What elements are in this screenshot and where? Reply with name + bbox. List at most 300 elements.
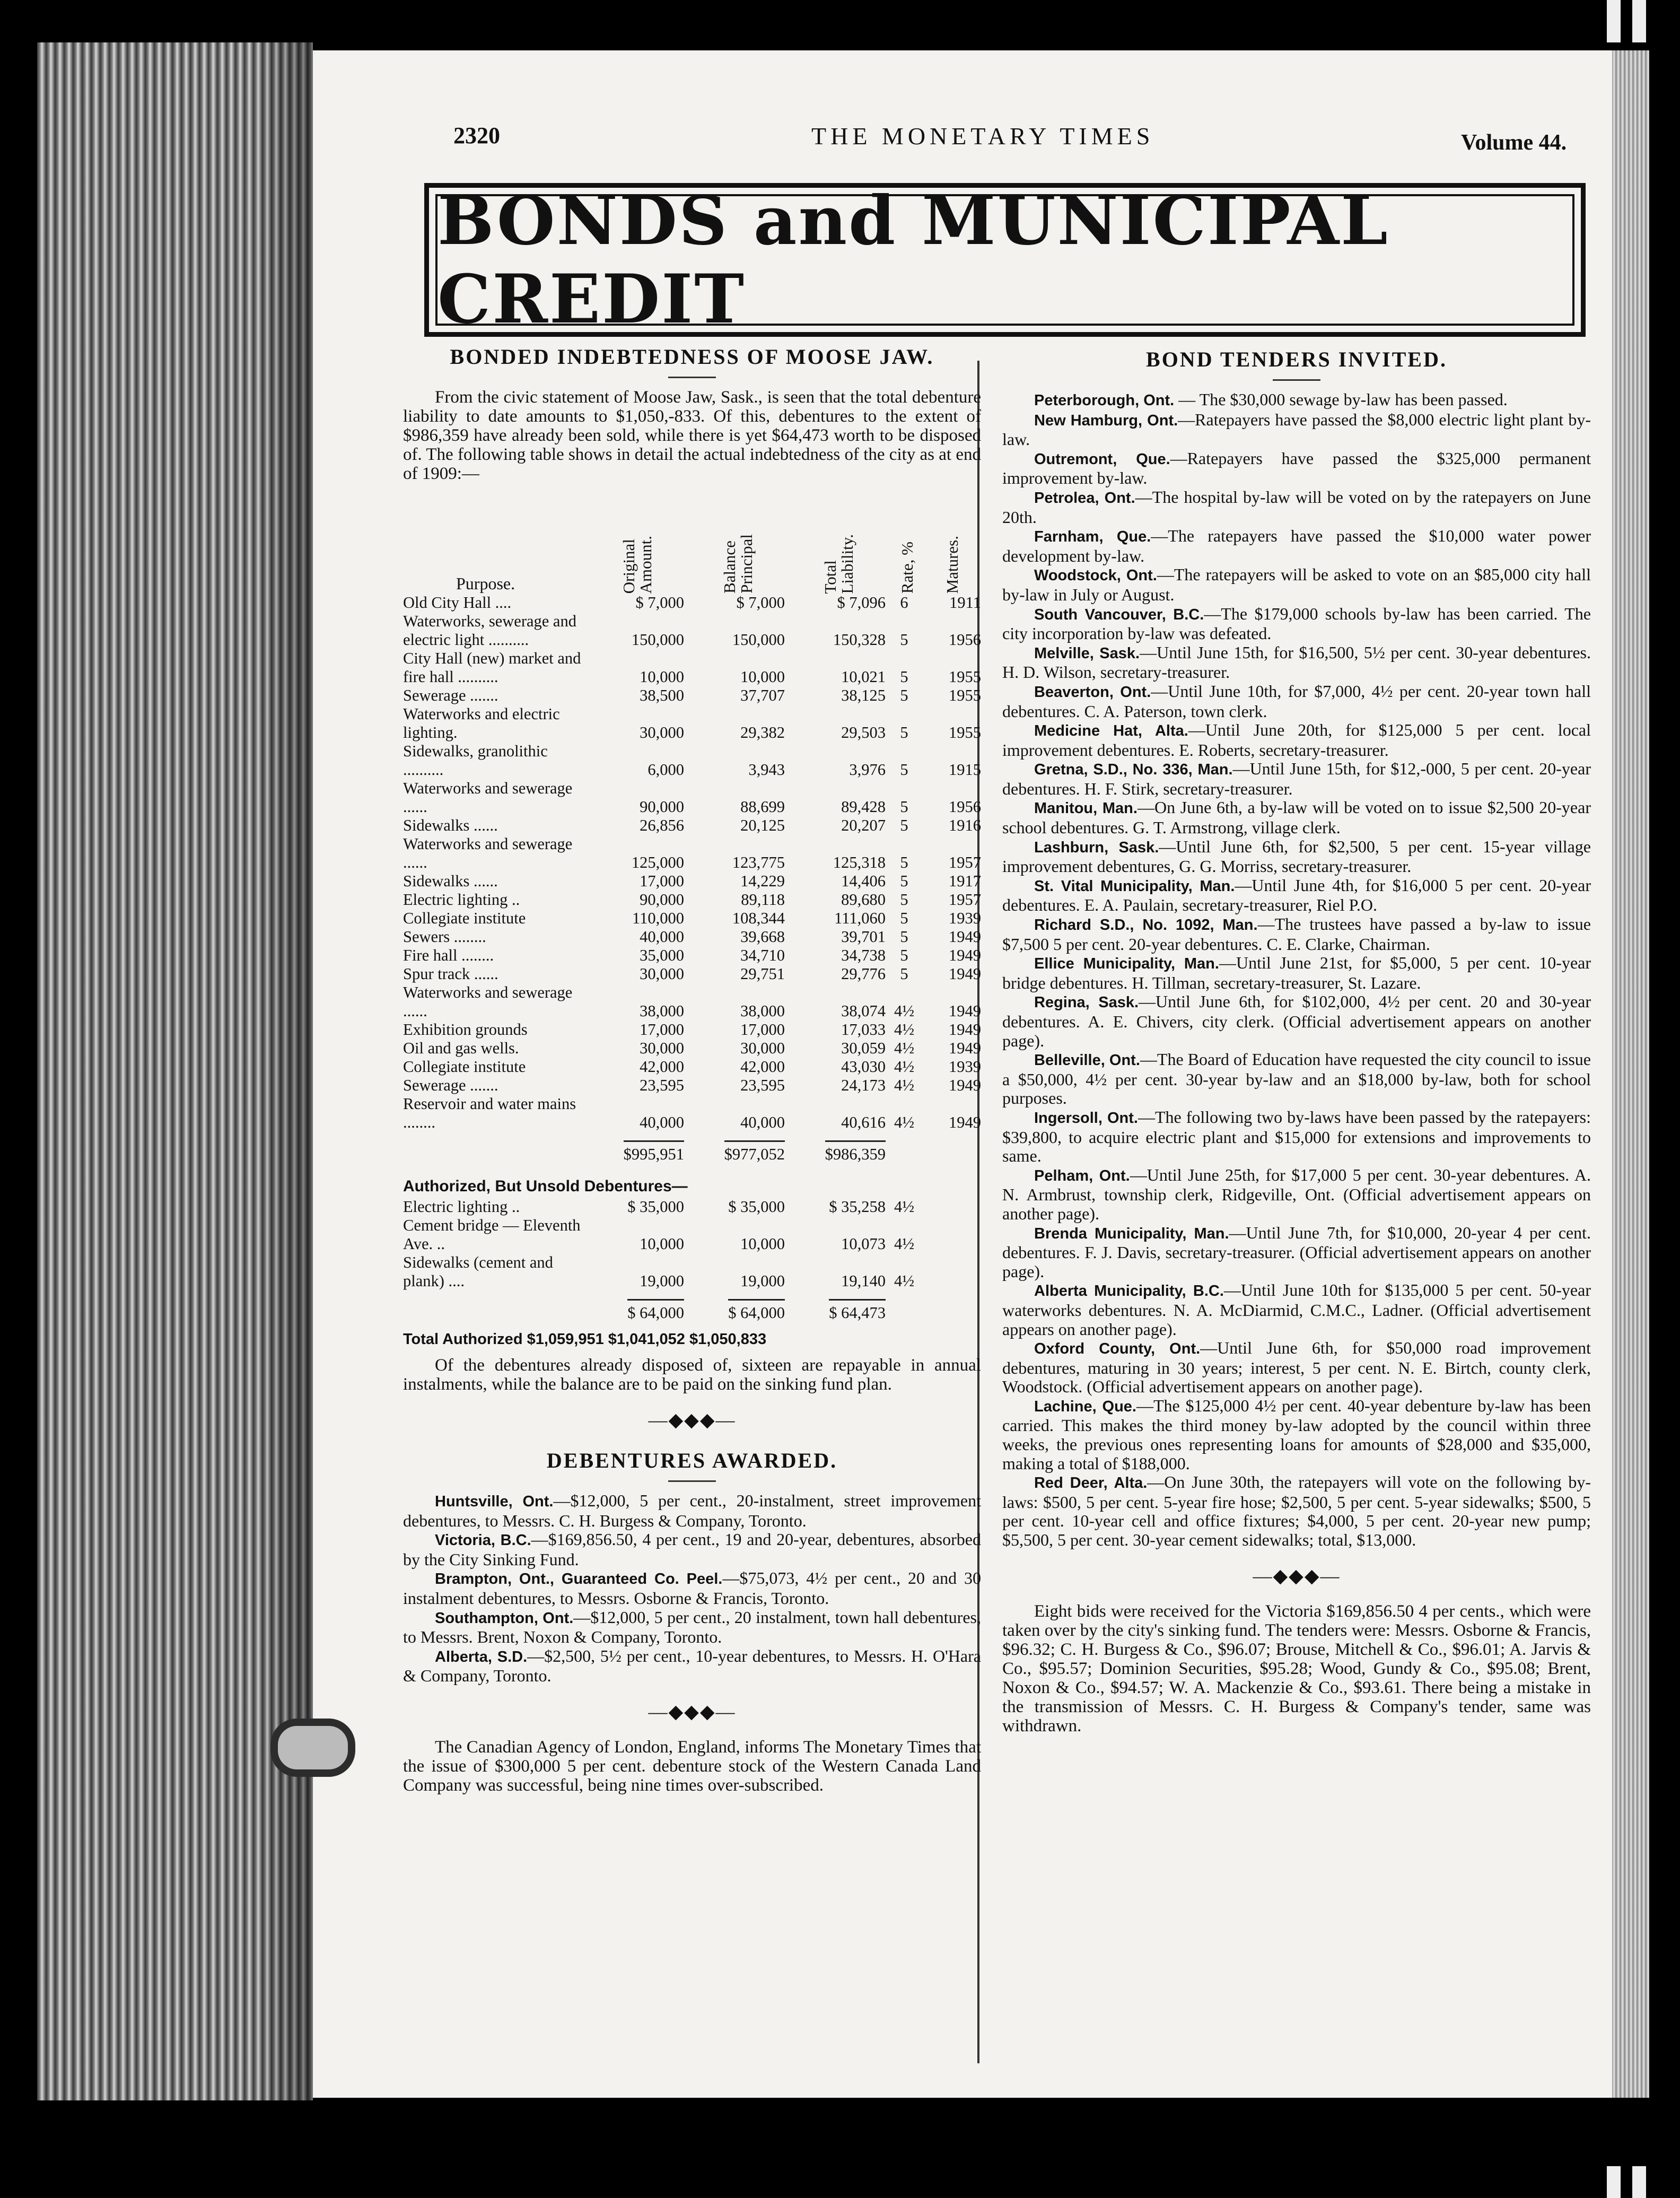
row-original: 17,000 [640,1020,684,1039]
table-row [403,1198,981,1216]
page-edge-right [1612,50,1649,2098]
row-balance: 42,000 [740,1058,785,1076]
table-row [403,872,981,891]
list-item [1002,411,1591,449]
unsold-total-cell [684,1290,785,1322]
debt-table-header [403,487,981,594]
entry-name: Melville, Sask. [1034,644,1140,662]
row-original: 17,000 [640,872,684,890]
entry-text: —Ratepayers have passed the $8,000 electric light plant by-law. [1002,409,1591,449]
heading-rule [668,377,716,378]
row-rate: 4½ [894,1113,915,1131]
list-item [1002,605,1591,643]
row-purpose: Reservoir and water mains ........ [403,1095,576,1131]
col-head-matures: Matures. [943,535,961,594]
row-rate: 5 [900,928,908,946]
row-balance: 39,668 [740,928,785,946]
row-total: 43,030 [841,1058,886,1076]
row-matures: 1916 [949,816,981,834]
row-rate: 4½ [894,1002,915,1020]
row-rate: 5 [900,761,908,779]
sold-total-total: $986,359 [825,1140,886,1164]
row-matures: 1956 [949,798,981,816]
unsold-total-cell [785,1290,886,1322]
row-rate [886,1290,923,1322]
entry-text: —Until June 15th, for $12,-000, 5 per cent. 20-year debentures. H. F. Stirk, secretary-treasurer. [1002,759,1591,798]
debt-rows [403,594,981,1164]
entry-text: —Until June 10th, for $7,000, 4½ per cent. 20-year town hall debentures. C. A. Paterson, town clerk. [1002,681,1591,721]
row-original: 38,500 [640,686,684,704]
table-row [403,1058,981,1076]
table-row [403,1216,981,1253]
moose-jaw-intro: From the civic statement of Moose Jaw, Sask., is seen that the total debenture liability to date amounts to $1,050,-833. Of this, debentures to the extent of $986,359 have already been sold, while there is yet $64,473 worth to be disposed of. The following table shows in detail the actual indebtedness of the city as at end of 1909:— [403,388,981,483]
row-total: 150,328 [833,631,886,649]
sold-total-cell [684,1132,785,1164]
row-original: 30,000 [640,1039,684,1057]
table-row [403,1020,981,1039]
row-total: 10,021 [841,668,886,686]
entry-text: —Until June 7th, for $10,000, 20-year 4 per cent. debentures. F. J. Davis, secretary-treasurer. (Official advertisement appears on another page). [1002,1223,1591,1281]
section-banner-inner [435,181,1574,338]
entry-text: —Until June 6th, for $50,000 road improvement debentures, maturing in 30 years; interest, 5 per cent. N. E. Birtch, county clerk, Woodstock. (Official advertisement appears on another page). [1002,1338,1591,1397]
list-item [1002,390,1591,411]
row-purpose: Sidewalks (cement and plank) .... [403,1253,553,1290]
row-rate: 5 [900,631,908,649]
row-rate: 5 [900,872,908,890]
row-rate: 5 [900,965,908,983]
land-company-note: The Canadian Agency of London, England, informs The Monetary Times that the issue of $300,000 5 per cent. debenture stock of the Western Canada Land Company was successful, being nine times over-subscribed. [403,1737,981,1795]
sold-total-row [403,1132,981,1164]
row-matures: 1949 [949,946,981,964]
row-balance: 3,943 [748,761,785,779]
row-total: 10,073 [841,1235,886,1253]
entry-name: Red Deer, Alta. [1034,1475,1148,1492]
list-item [1002,876,1591,915]
row-total: 34,738 [841,946,886,964]
row-matures: 1949 [949,1002,981,1020]
list-item [1002,565,1591,604]
row-balance: 37,707 [740,686,785,704]
row-balance: 20,125 [740,816,785,834]
entry-text: — The $30,000 sewage by-law has been passed. [1174,390,1508,409]
volume-label: Volume 44. [1461,130,1567,155]
table-row [403,612,981,649]
row-matures: 1917 [949,872,981,890]
entry-text: —Until June 10th for $135,000 5 per cent. 50-year waterworks debentures. N. A. McDiarmid, C.M.C., Ladner. (Official advertisement appears on another page). [1002,1280,1591,1339]
ornament-divider: —◆◆◆— [648,1409,736,1431]
row-original: 19,000 [640,1272,684,1290]
table-row [403,983,981,1020]
list-item [403,1608,981,1647]
table-row [403,1253,981,1290]
entry-name: Victoria, B.C. [435,1532,531,1549]
row-total: 89,680 [841,891,886,909]
row-balance: 19,000 [740,1272,785,1290]
table-row [403,742,981,779]
row-matures: 1939 [949,909,981,927]
entry-name: Belleville, Ont. [1034,1052,1140,1069]
list-item [1002,1224,1591,1281]
row-purpose: Waterworks and electric lighting. [403,705,560,742]
row-matures: 1911 [949,594,981,612]
row-original: 38,000 [640,1002,684,1020]
entry-name: Huntsville, Ont. [435,1493,554,1510]
entry-name: Ingersoll, Ont. [1034,1109,1138,1127]
entry-name: Gretna, S.D., No. 336, Man. [1034,761,1233,779]
row-rate: 5 [900,723,908,742]
page-number: 2320 [453,123,500,149]
entry-name: Richard S.D., No. 1092, Man. [1034,917,1258,934]
row-rate: 5 [900,798,908,816]
row-original: 90,000 [640,798,684,816]
entry-text: —$2,500, 5½ per cent., 10-year debentures, to Messrs. H. O'Hara & Company, Toronto. [403,1646,981,1686]
entry-text: —Until June 4th, for $16,000 5 per cent. 20-year debentures. E. A. Paulain, secretary-treasurer, Riel P.O. [1002,875,1591,915]
row-balance: 88,699 [740,798,785,816]
entry-text: —On June 6th, a by-law will be voted on to issue $2,500 20-year school debentures. G. T. Armstrong, village clerk. [1002,798,1591,838]
row-purpose: Sewerage ....... [403,686,498,704]
entry-text: —$12,000, 5 per cent., 20 instalment, town hall debentures, to Messrs. Brent, Noxon & Company, Toronto. [403,1607,981,1647]
row-total: $ 35,258 [829,1198,886,1216]
col-head-total: Total Liability. [821,534,856,594]
row-matures [923,1198,981,1216]
row-original: 10,000 [640,668,684,686]
row-total: 125,318 [833,853,886,871]
list-item [403,1647,981,1686]
moose-jaw-heading: BONDED INDEBTEDNESS OF MOOSE JAW. [450,345,934,369]
row-total: 24,173 [841,1076,886,1094]
row-matures: 1949 [949,1113,981,1131]
entry-text: —$12,000, 5 per cent., 20-instalment, street improvement debentures, to Messrs. C. H. Burgess & Company, Toronto. [403,1491,982,1530]
entry-name: St. Vital Municipality, Man. [1034,877,1235,895]
row-balance: 89,118 [741,891,785,909]
col-head-purpose: Purpose. [456,574,515,593]
row-matures: 1949 [949,1020,981,1039]
table-row [403,1076,981,1095]
table-row [403,686,981,705]
awarded-heading: DEBENTURES AWARDED. [546,1449,838,1472]
entry-name: Woodstock, Ont. [1034,567,1157,585]
entry-name: Alberta, S.D. [435,1648,528,1665]
row-matures: 1956 [949,631,981,649]
list-item [1002,1166,1591,1224]
unsold-total-balance: $ 64,000 [728,1299,785,1322]
list-item [403,1530,981,1569]
row-matures: 1957 [949,853,981,871]
row-total: 30,059 [841,1039,886,1057]
list-item [1002,760,1591,798]
row-original: $ 35,000 [627,1198,684,1216]
row-purpose: Sidewalks ...... [403,816,498,834]
entry-name: New Hamburg, Ont. [1034,412,1178,429]
entry-name: Peterborough, Ont. [1034,392,1175,409]
row-rate: 4½ [894,1039,915,1057]
row-matures: 1957 [949,891,981,909]
list-item [1002,838,1591,876]
list-item [1002,1473,1591,1549]
film-marks-bottom [1595,2166,1664,2198]
row-purpose: Sewerage ....... [403,1076,498,1094]
row-balance: $ 35,000 [728,1198,785,1216]
table-row [403,705,981,742]
row-purpose: Spur track ...... [403,965,498,983]
row-rate: 4½ [894,1235,915,1253]
entry-name: Petrolea, Ont. [1034,489,1135,507]
row-total: 89,428 [841,798,886,816]
entry-name: South Vancouver, B.C. [1034,606,1204,623]
entry-text: —On June 30th, the ratepayers will vote on the following by-laws: $500, 5 per cent. 5-year fire hose; $2,500, 5 per cent. 5-year sidewalks; $500, 5 per cent. 10-year cell and office fixtures; $4,000, 5 per cent. 20-year new pump; $5,500, 5 per cent. 30-year cement sidewalks; total, $13,000. [1002,1472,1591,1550]
entry-text: —The ratepayers will be asked to vote on an $85,000 city hall by-law in July or August. [1002,565,1591,604]
entry-text: —Until June 6th, for $102,000, 4½ per cent. 20 and 30-year debentures. A. E. Chivers, city clerk. (Official advertisement appears on another page). [1002,992,1591,1050]
sold-total-cell [785,1132,886,1164]
row-rate: 5 [900,946,908,964]
film-marks-top [1595,0,1664,42]
table-row [403,835,981,872]
entry-name: Medicine Hat, Alta. [1034,722,1188,740]
col-head-balance: Balance Principal [720,534,756,594]
row-purpose [403,1290,583,1322]
tenders-heading: BOND TENDERS INVITED. [1146,347,1447,371]
row-purpose: Oil and gas wells. [403,1039,519,1057]
list-item [1002,527,1591,565]
row-total: 29,503 [841,723,886,742]
unsold-rows [403,1198,981,1322]
grand-total: Total Authorized $1,059,951 $1,041,052 $1,050,833 [403,1331,767,1348]
row-original: 23,595 [640,1076,684,1094]
row-total: 40,616 [841,1113,886,1131]
entry-text: —Until June 20th, for $125,000 5 per cent. local improvement debentures. E. Roberts, secretary-treasurer. [1002,720,1591,760]
heading-rule [1273,379,1320,381]
list-item [1002,721,1591,760]
entry-text: —The $179,000 schools by-law has been carried. The city incorporation by-law was defeated. [1002,604,1591,643]
row-balance: 17,000 [740,1020,785,1039]
row-rate: 5 [900,853,908,871]
sold-total-balance: $977,052 [724,1140,785,1164]
table-row [403,891,981,909]
row-matures: 1939 [949,1058,981,1076]
row-purpose: Fire hall ........ [403,946,494,964]
entry-name: Alberta Municipality, B.C. [1034,1283,1224,1300]
entry-name: Manitou, Man. [1034,800,1138,817]
row-purpose [403,1132,583,1164]
row-original: 40,000 [640,928,684,946]
left-column [403,342,981,1795]
row-purpose: Cement bridge — Eleventh Ave. .. [403,1216,581,1253]
entry-text: —The $125,000 4½ per cent. 40-year debenture by-law has been carried. This makes the third money by-law adopted by the council within three weeks, the previous ones representing loans for amounts of $28,000 and $35,000, making a total of $188,000. [1002,1395,1591,1473]
row-rate: 4½ [894,1058,915,1076]
row-total: 17,033 [841,1020,886,1039]
list-item [403,1569,981,1608]
list-item [1002,1050,1591,1108]
row-original: 125,000 [631,853,684,871]
row-purpose: Sewers ........ [403,928,486,946]
row-rate: 4½ [894,1020,915,1039]
entry-text: —Until June 15th, for $16,500, 5½ per cent. 30-year debentures. H. D. Wilson, secretary-treasurer. [1002,642,1591,682]
row-matures: 1955 [949,723,981,742]
row-purpose: Waterworks and sewerage ...... [403,983,573,1020]
victoria-bids-note: Eight bids were received for the Victoria $169,856.50 4 per cents., which were taken over by the city's sinking fund. The tenders were: Messrs. Osborne & Francis, $96.32; C. H. Burgess & Co., $96.07; Brouse, Mitchell & Co., $96.01; A. Jarvis & Co., $95.57; Dominion Securities, $95.28; Wood, Gundy & Co., $95.08; Brent, Noxon & Co., $94.57; W. A. Mackenzie & Co., $93.61. There being a mistake in the transmission of Messrs. C. H. Burgess & Company's tender, same was withdrawn. [1002,1601,1591,1735]
row-balance: 108,344 [732,909,785,927]
row-rate [886,1132,923,1164]
row-purpose: City Hall (new) market and fire hall .......... [403,649,581,686]
list-item [1002,1281,1591,1339]
row-rate: 5 [900,668,908,686]
row-purpose: Waterworks, sewerage and electric light .......... [403,612,576,649]
unsold-total-total: $ 64,473 [829,1299,886,1322]
list-item [1002,643,1591,682]
entry-text: —Until June 25th, for $17,000 5 per cent. 30-year debentures. A. N. Armbrust, township clerk, Ridgeville, Ont. (Official advertisement appears on another page). [1002,1165,1591,1223]
table-row [403,779,981,816]
row-purpose: Collegiate institute [403,909,526,927]
entry-name: Pelham, Ont. [1034,1167,1130,1184]
row-balance: 10,000 [740,668,785,686]
entry-text: —The trustees have passed a by-law to issue $7,500 5 per cent. 20-year debentures. C. E. Clarke, Chairman. [1002,914,1591,954]
awarded-list [403,1492,981,1686]
banner-title: BONDS and MUNICIPAL CREDIT [438,181,1389,338]
entry-text: —$75,073, 4½ per cent., 20 and 30 instalment debentures, to Messrs. Osborne & Francis, Toronto. [403,1568,982,1608]
row-purpose: Sidewalks ...... [403,872,498,890]
entry-text: —The Board of Education have requested the city council to issue a $50,000, 4½ per cent. 30-year by-law and an $18,000 by-law, both for school purposes. [1002,1050,1591,1108]
list-item [1002,488,1591,527]
row-balance: 23,595 [740,1076,785,1094]
row-original: 150,000 [631,631,684,649]
row-rate: 4½ [894,1198,915,1216]
row-rate: 6 [900,594,908,612]
row-matures [923,1132,981,1164]
binder-clip [270,1719,355,1777]
row-purpose: Electric lighting .. [403,1198,520,1216]
row-rate: 4½ [894,1076,915,1094]
entry-name: Southampton, Ont. [435,1609,574,1627]
table-row [403,965,981,983]
entry-name: Brampton, Ont., Guaranteed Co. Peel. [435,1571,723,1588]
row-original: 42,000 [640,1058,684,1076]
ornament-divider: —◆◆◆— [648,1700,736,1722]
table-row [403,1095,981,1132]
debt-rows-table [403,594,981,1164]
row-purpose: Old City Hall .... [403,594,512,612]
row-balance: 14,229 [740,872,785,890]
row-total: 20,207 [841,816,886,834]
ornament-divider: —◆◆◆— [1253,1565,1341,1586]
row-original: 10,000 [640,1235,684,1253]
row-total: 111,060 [834,909,886,927]
row-balance: 38,000 [740,1002,785,1020]
sold-total-cell [583,1132,684,1164]
table-row [403,649,981,686]
entry-name: Brenda Municipality, Man. [1034,1225,1229,1242]
entry-name: Outremont, Que. [1034,450,1170,468]
row-purpose: Collegiate institute [403,1058,526,1076]
row-rate: 5 [900,686,908,704]
row-original: 30,000 [640,723,684,742]
table-row [403,1039,981,1058]
entry-name: Ellice Municipality, Man. [1034,955,1219,973]
running-title: THE MONETARY TIMES [811,123,1154,150]
debt-table [403,487,981,1348]
table-row [403,909,981,928]
moose-jaw-closing: Of the debentures already disposed of, sixteen are repayable in annual instalments, while the balance are to be paid on the sinking fund plan. [403,1356,981,1394]
row-original: 35,000 [640,946,684,964]
row-total: 39,701 [841,928,886,946]
row-purpose: Waterworks and sewerage ...... [403,835,573,871]
entry-text: —The following two by-laws have been passed by the ratepayers: $39,800, to acquire electric plant and $15,000 for extensions and improvements to same. [1002,1107,1591,1166]
row-matures: 1955 [949,668,981,686]
row-original: 90,000 [640,891,684,909]
entry-text: —$169,856.50, 4 per cent., 19 and 20-year, debentures, absorbed by the City Sinking Fund. [403,1530,981,1569]
tenders-list [1002,390,1591,1550]
entry-text: —The hospital by-law will be voted on by the ratepayers on June 20th. [1002,487,1591,527]
row-purpose: Sidewalks, granolithic .......... [403,742,548,779]
row-purpose: Electric lighting .. [403,891,520,909]
table-row [403,946,981,965]
unsold-total-cell [583,1290,684,1322]
row-matures: 1955 [949,686,981,704]
row-balance: 10,000 [740,1235,785,1253]
col-head-rate: Rate, % [898,541,916,594]
row-rate: 5 [900,891,908,909]
row-purpose: Waterworks and sewerage ...... [403,779,573,816]
table-row [403,816,981,835]
row-total: 14,406 [841,872,886,890]
section-banner [424,183,1586,337]
row-total: 3,976 [849,761,886,779]
unsold-total-row [403,1290,981,1322]
entry-text: —Ratepayers have passed the $325,000 permanent improvement by-law. [1002,448,1591,488]
row-balance: $ 7,000 [736,594,785,612]
row-original: 110,000 [632,909,684,927]
list-item [1002,798,1591,837]
row-total: 38,074 [841,1002,886,1020]
row-purpose: Exhibition grounds [403,1020,528,1039]
entry-name: Lachine, Que. [1034,1398,1136,1415]
entry-text: —The ratepayers have passed the $10,000 water power development by-law. [1002,526,1591,565]
row-original: 40,000 [640,1113,684,1131]
row-total: 19,140 [841,1272,886,1290]
entry-text: —Until June 21st, for $5,000, 5 per cent. 10-year bridge debentures. H. Tillman, secretary-treasurer, St. Lazare. [1002,953,1591,992]
row-matures: 1949 [949,965,981,983]
col-head-original: Original Amount. [619,535,655,594]
row-balance: 30,000 [740,1039,785,1057]
list-item [1002,1339,1591,1397]
row-matures: 1949 [949,928,981,946]
entry-name: Farnham, Que. [1034,528,1151,546]
row-rate: 5 [900,816,908,834]
row-total: 29,776 [841,965,886,983]
unsold-total-original: $ 64,000 [627,1299,684,1322]
heading-rule [668,1480,716,1482]
entry-name: Beaverton, Ont. [1034,683,1151,701]
list-item [403,1492,981,1530]
row-rate: 5 [900,909,908,927]
row-original: $ 7,000 [635,594,684,612]
list-item [1002,449,1591,488]
row-balance: 29,382 [740,723,785,742]
list-item [1002,682,1591,721]
row-matures: 1915 [949,761,981,779]
row-matures [923,1253,981,1290]
right-column [1002,345,1591,1735]
list-item [1002,1397,1591,1473]
row-balance: 29,751 [740,965,785,983]
unsold-heading: Authorized, But Unsold Debentures— [403,1178,688,1195]
row-matures [923,1216,981,1253]
row-matures: 1949 [949,1076,981,1094]
row-balance: 40,000 [740,1113,785,1131]
row-original: 26,856 [640,816,684,834]
row-original: 6,000 [648,761,684,779]
list-item [1002,915,1591,954]
sold-total-original: $995,951 [624,1140,684,1164]
